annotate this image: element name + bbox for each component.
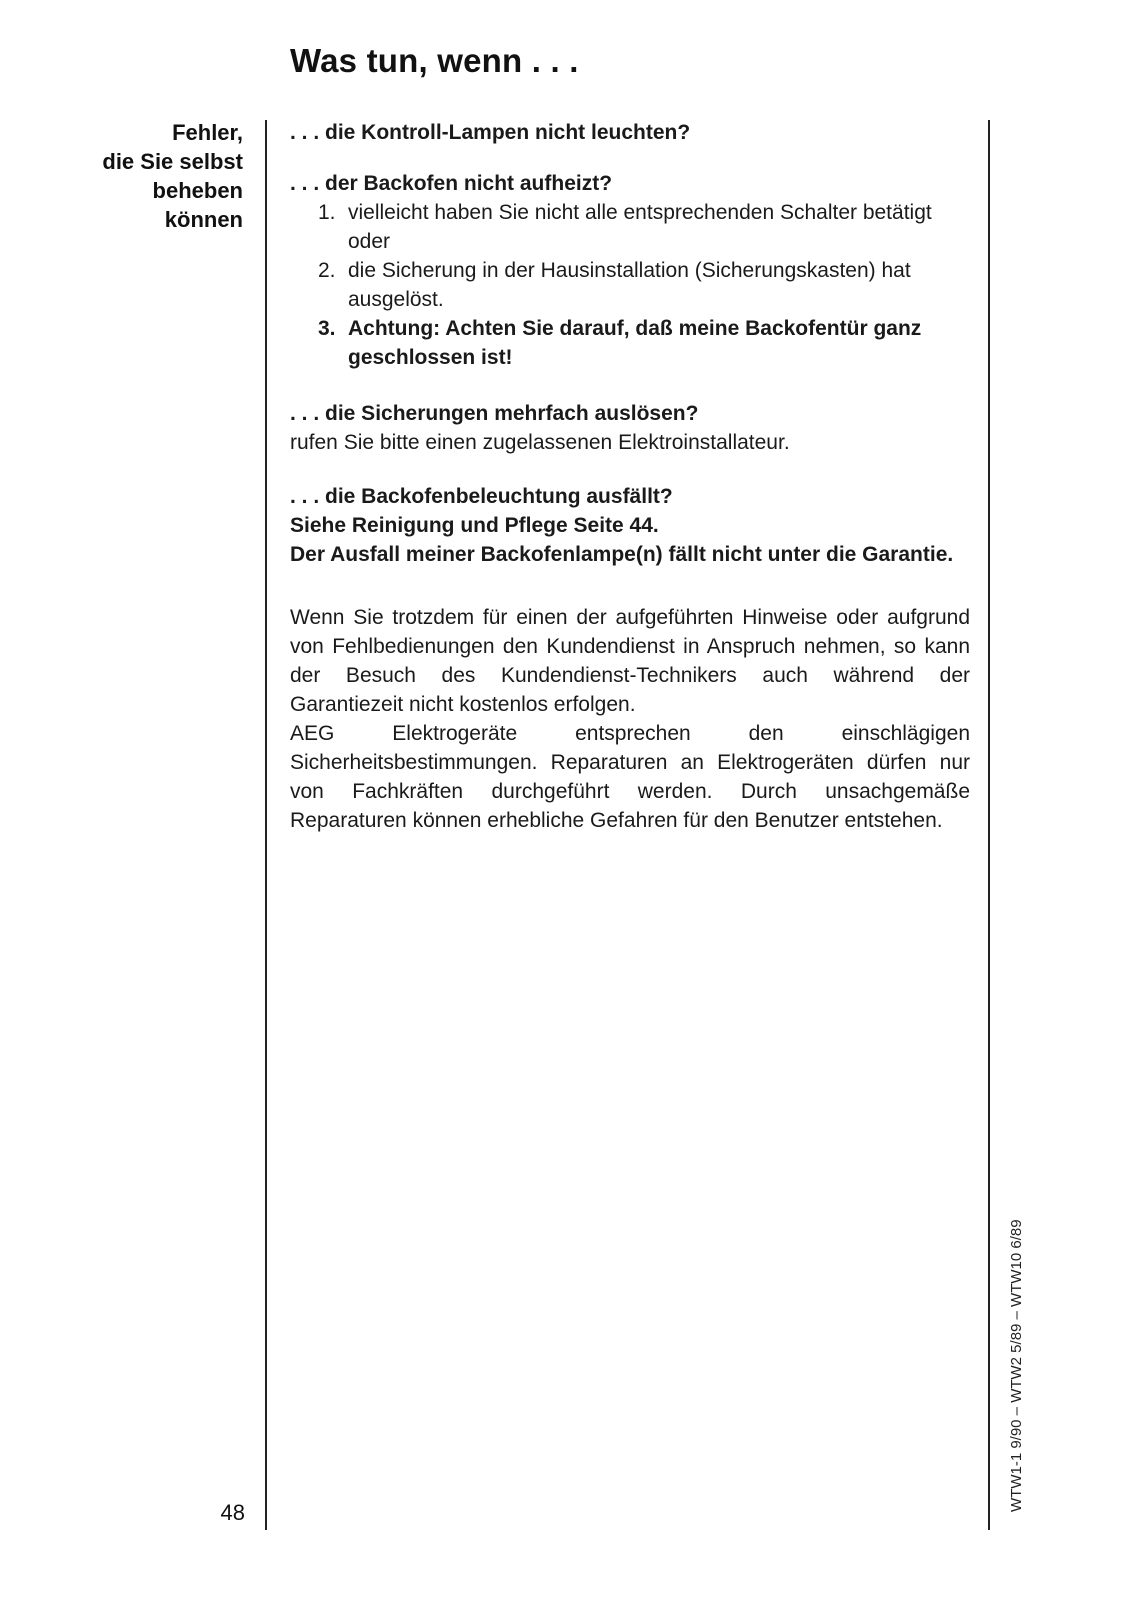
step-number: 2. [318,259,336,282]
question-fuses-tripping: . . . die Sicherungen mehrfach auslösen? [290,402,699,425]
reference-cleaning-care: Siehe Reinigung und Pflege Seite 44. [290,514,659,537]
section-label-line: die Sie selbst [102,149,243,174]
left-divider [265,120,267,1530]
question-oven-light-failure: . . . die Backofenbeleuchtung ausfällt? [290,485,673,508]
section-label [40,118,243,234]
document-code: WTW1-1 9/90 – WTW2 5/89 – WTW10 6/89 [1008,1219,1025,1512]
list-item [318,314,970,372]
step-text: Achtung: Achten Sie darauf, daß meine Backofentür ganz geschlossen ist! [348,317,922,369]
question-control-lamps: . . . die Kontroll-Lampen nicht leuchten? [290,121,691,144]
section-label-line: können [164,207,243,232]
section-label-line: Fehler, [172,120,243,145]
step-number: 3. [318,317,336,340]
page-number: 48 [220,1500,245,1525]
question-oven-not-heating: . . . der Backofen nicht aufheizt? [290,172,613,195]
section-label-line: beheben [152,178,243,203]
service-notice: Wenn Sie trotzdem für einen der aufgeführten Hinweise oder aufgrund von Fehlbedienungen den Kundendienst in Anspruch nehmen, so kann der Besuch des Kundendienst-Technikers auch während der Garantiezeit nicht kostenlos erfolgen. [290,606,970,716]
step-number: 1. [318,201,336,224]
troubleshooting-content [290,118,970,835]
warranty-note: Der Ausfall meiner Backofenlampe(n) fällt nicht unter die Garantie. [290,543,954,566]
step-text: die Sicherung in der Hausinstallation (Sicherungskasten) hat ausgelöst. [348,259,911,311]
right-divider [988,120,990,1530]
step-text: vielleicht haben Sie nicht alle entsprechenden Schalter betätigt oder [348,201,932,253]
oven-steps-list [290,198,970,372]
answer-fuses: rufen Sie bitte einen zugelassenen Elektroinstallateur. [290,431,790,454]
list-item [318,256,970,314]
safety-notice: AEG Elektrogeräte entsprechen den einschlägigen Sicherheitsbestimmungen. Reparaturen an Elektrogeräten dürfen nur von Fachkräften durchgeführt werden. Durch unsachgemäße Reparaturen können erhebliche Gefahren für den Benutzer entstehen. [290,722,970,832]
page-title: Was tun, wenn . . . [290,42,579,79]
list-item [318,198,970,256]
